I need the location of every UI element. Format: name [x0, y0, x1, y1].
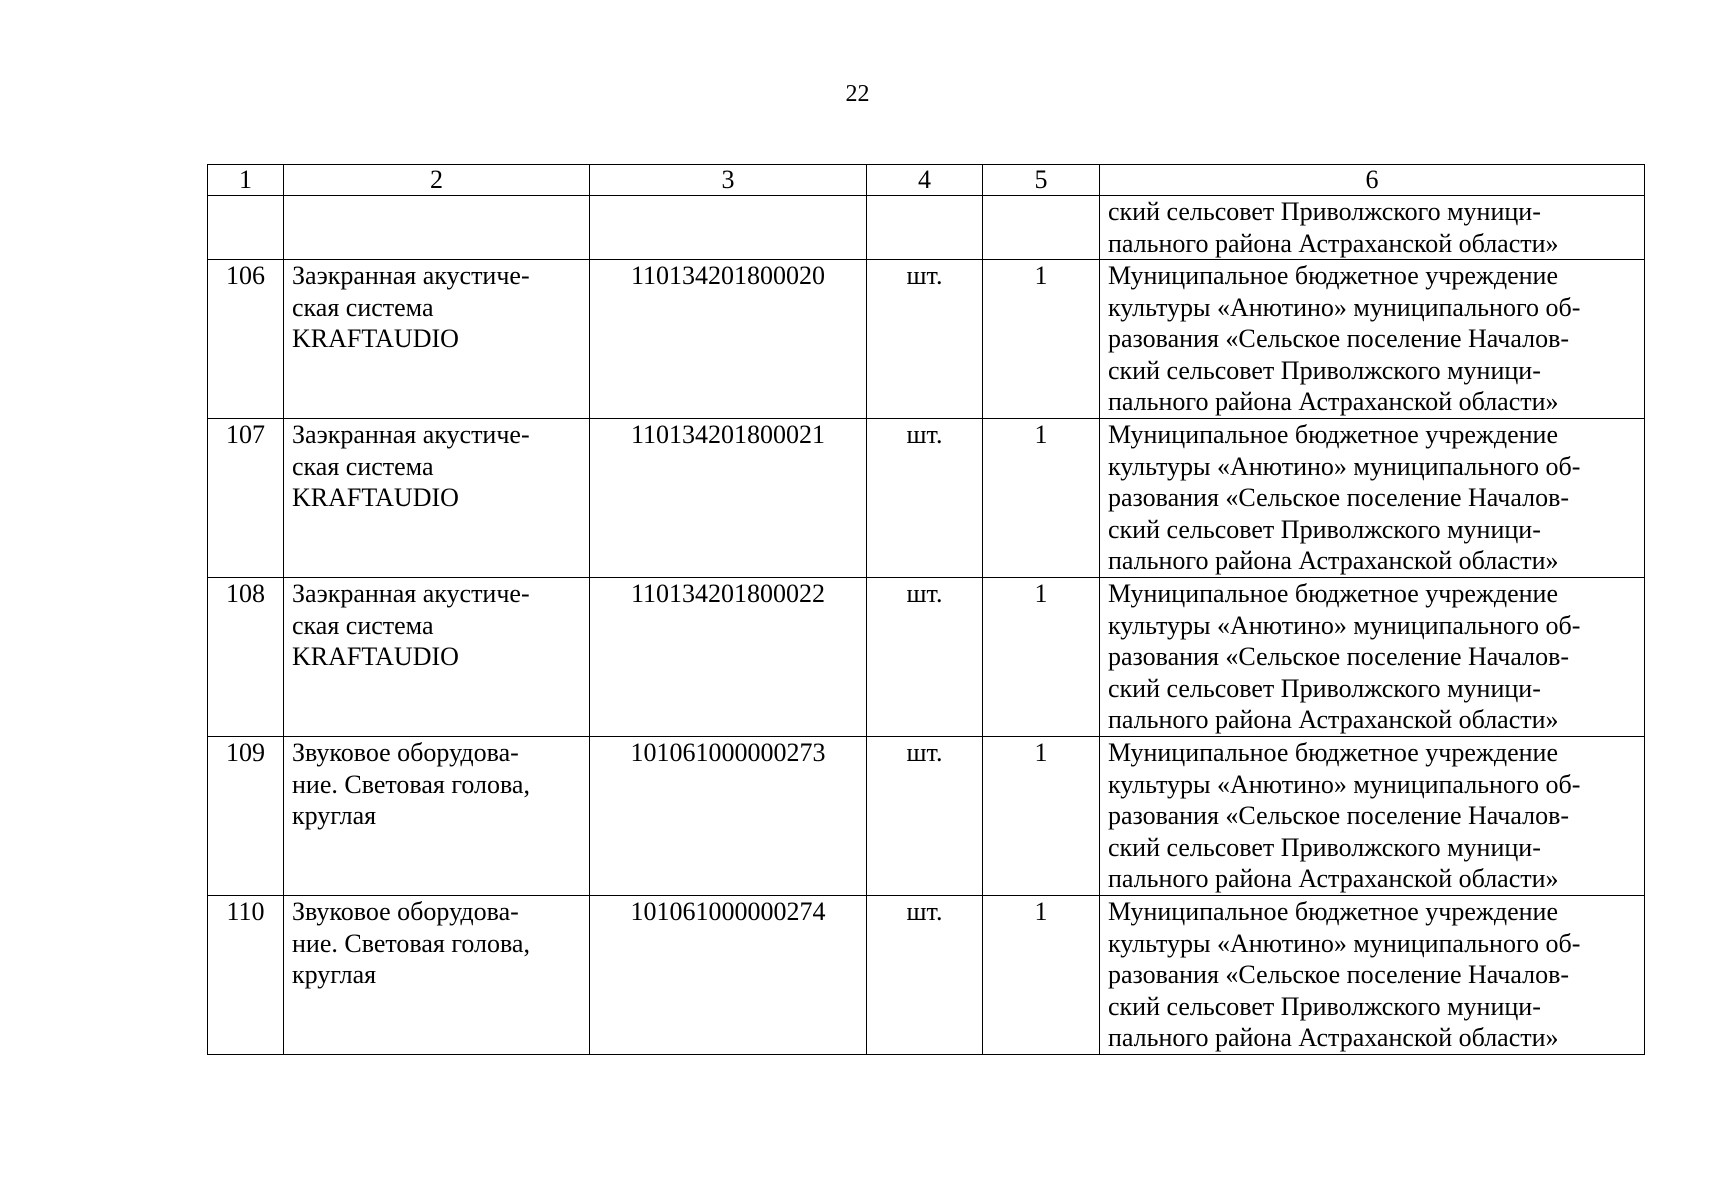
owner-line: ский сельсовет Приволжского муници-: [1108, 832, 1541, 862]
page-number: 22: [845, 81, 870, 107]
name-line: KRAFTAUDIO: [292, 324, 459, 353]
cell-unit: шт.: [867, 896, 983, 1055]
cell-code: 101061000000274: [590, 896, 867, 1055]
cell-unit: шт.: [867, 737, 983, 896]
cell-number: 110: [208, 896, 284, 1055]
cell-unit: шт.: [867, 419, 983, 578]
owner-line: разования «Сельское поселение Началов-: [1108, 801, 1570, 830]
name-line: KRAFTAUDIO: [292, 483, 459, 512]
owner-line: Муниципальное бюджетное учреждение: [1108, 579, 1558, 608]
header-col-5: 5: [983, 165, 1100, 196]
header-row: [208, 165, 1645, 196]
owner-line: пального района Астраханской области»: [1108, 228, 1559, 258]
header-col-6: 6: [1100, 165, 1645, 196]
table-row: [208, 260, 1645, 419]
owner-line: разования «Сельское поселение Началов-: [1108, 483, 1570, 512]
cell-number: 108: [208, 578, 284, 737]
header-col-3: 3: [590, 165, 867, 196]
cell-owner: [1100, 578, 1645, 737]
property-table: [207, 164, 1645, 1055]
name-line: Звуковое оборудова-: [292, 738, 519, 767]
cell-code: [590, 196, 867, 260]
name-line: ская система: [292, 451, 434, 481]
owner-line: ский сельсовет Приволжского муници-: [1108, 197, 1541, 226]
cell-owner: [1100, 196, 1645, 260]
name-line: круглая: [292, 801, 377, 830]
owner-line: пального района Астраханской области»: [1108, 387, 1559, 416]
cell-name: [284, 196, 590, 260]
cell-code: 110134201800020: [590, 260, 867, 419]
owner-line: Муниципальное бюджетное учреждение: [1108, 738, 1558, 767]
owner-line: Муниципальное бюджетное учреждение: [1108, 897, 1558, 926]
owner-line: культуры «Анютино» муниципального об-: [1108, 769, 1581, 799]
owner-line: Муниципальное бюджетное учреждение: [1108, 420, 1558, 449]
owner-line: ский сельсовет Приволжского муници-: [1108, 514, 1541, 544]
cell-number: [208, 196, 284, 260]
table-row: [208, 578, 1645, 737]
continuation-row: [208, 196, 1645, 260]
owner-line: пального района Астраханской области»: [1108, 1023, 1559, 1052]
cell-unit: шт.: [867, 260, 983, 419]
owner-line: пального района Астраханской области»: [1108, 546, 1559, 575]
cell-name: [284, 896, 590, 1055]
owner-line: культуры «Анютино» муниципального об-: [1108, 292, 1581, 322]
table-row: [208, 419, 1645, 578]
name-line: ние. Световая голова,: [292, 769, 530, 799]
cell-quantity: 1: [983, 419, 1100, 578]
table-row: [208, 737, 1645, 896]
header-col-4: 4: [867, 165, 983, 196]
header-col-1: 1: [208, 165, 284, 196]
header-col-2: 2: [284, 165, 590, 196]
cell-quantity: [983, 196, 1100, 260]
cell-owner: [1100, 737, 1645, 896]
name-line: Заэкранная акустиче-: [292, 579, 530, 608]
cell-number: 109: [208, 737, 284, 896]
name-line: Заэкранная акустиче-: [292, 420, 530, 449]
owner-line: разования «Сельское поселение Началов-: [1108, 960, 1570, 989]
cell-number: 107: [208, 419, 284, 578]
owner-line: разования «Сельское поселение Началов-: [1108, 642, 1570, 671]
cell-owner: [1100, 896, 1645, 1055]
cell-quantity: 1: [983, 260, 1100, 419]
cell-quantity: 1: [983, 737, 1100, 896]
name-line: круглая: [292, 960, 377, 989]
cell-number: 106: [208, 260, 284, 419]
cell-code: 101061000000273: [590, 737, 867, 896]
cell-unit: [867, 196, 983, 260]
cell-name: [284, 419, 590, 578]
owner-line: разования «Сельское поселение Началов-: [1108, 324, 1570, 353]
owner-line: пального района Астраханской области»: [1108, 864, 1559, 893]
owner-line: ский сельсовет Приволжского муници-: [1108, 991, 1541, 1021]
cell-quantity: 1: [983, 896, 1100, 1055]
name-line: Звуковое оборудова-: [292, 897, 519, 926]
owner-line: культуры «Анютино» муниципального об-: [1108, 610, 1581, 640]
name-line: ская система: [292, 292, 434, 322]
owner-line: ский сельсовет Приволжского муници-: [1108, 673, 1541, 703]
owner-line: культуры «Анютино» муниципального об-: [1108, 928, 1581, 958]
name-line: Заэкранная акустиче-: [292, 261, 530, 290]
cell-code: 110134201800021: [590, 419, 867, 578]
cell-name: [284, 260, 590, 419]
cell-name: [284, 578, 590, 737]
owner-line: Муниципальное бюджетное учреждение: [1108, 261, 1558, 290]
cell-name: [284, 737, 590, 896]
name-line: ние. Световая голова,: [292, 928, 530, 958]
owner-line: ский сельсовет Приволжского муници-: [1108, 355, 1541, 385]
name-line: ская система: [292, 610, 434, 640]
owner-line: культуры «Анютино» муниципального об-: [1108, 451, 1581, 481]
table-row: [208, 896, 1645, 1055]
cell-unit: шт.: [867, 578, 983, 737]
name-line: KRAFTAUDIO: [292, 642, 459, 671]
cell-owner: [1100, 260, 1645, 419]
cell-code: 110134201800022: [590, 578, 867, 737]
cell-owner: [1100, 419, 1645, 578]
owner-line: пального района Астраханской области»: [1108, 705, 1559, 734]
cell-quantity: 1: [983, 578, 1100, 737]
